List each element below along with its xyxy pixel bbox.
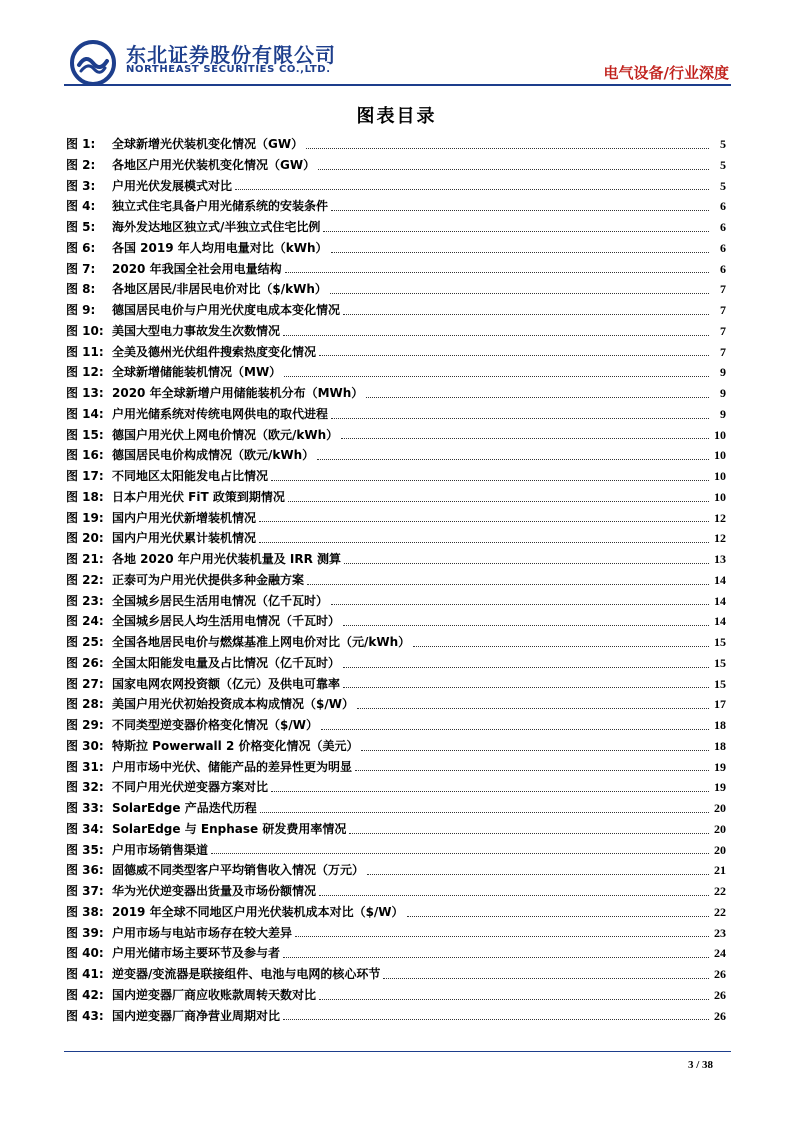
toc-page-number: 12 <box>714 531 726 546</box>
toc-leader-dots <box>211 853 709 854</box>
toc-figure-title: 固德威不同类型客户平均销售收入情况（万元） <box>112 863 365 878</box>
toc-figure-title: 户用市场销售渠道 <box>112 842 209 857</box>
toc-entry[interactable] <box>66 612 726 633</box>
toc-figure-title: 国内户用光伏累计装机情况 <box>112 531 257 546</box>
toc-figure-title: 2020 年全球新增户用储能装机分布（MWh） <box>112 386 364 400</box>
report-section: 电气设备/行业深度 <box>603 64 729 82</box>
toc-entry[interactable] <box>66 301 726 322</box>
toc-page-number: 21 <box>714 863 726 878</box>
toc-figure-label: 图 18: <box>66 489 104 504</box>
toc-figure-label: 图 10: <box>66 323 104 338</box>
toc-figure-title: SolarEdge 与 Enphase 研发费用率情况 <box>112 821 347 836</box>
toc-figure-title: 2020 年我国全社会用电量结构 <box>112 261 282 276</box>
toc-figure-title: 国内户用光伏新增装机情况 <box>112 510 257 525</box>
toc-figure-label: 图 11: <box>66 344 104 359</box>
toc-page-number: 12 <box>714 510 726 525</box>
toc-entry[interactable] <box>66 571 726 592</box>
toc-leader-dots <box>367 874 709 875</box>
toc-figure-label: 图 5: <box>66 220 96 234</box>
toc-leader-dots <box>361 750 709 751</box>
toc-entry[interactable] <box>66 446 726 467</box>
toc-leader-dots <box>259 521 709 522</box>
toc-figure-title: 全国各地居民电价与燃煤基准上网电价对比（元/kWh） <box>112 635 411 649</box>
toc-figure-label: 图 34: <box>66 821 104 836</box>
toc-figure-title: 户用市场中光伏、储能产品的差异性更为明显 <box>112 759 353 774</box>
toc-page-number: 18 <box>714 718 726 732</box>
toc-figure-label: 图 2: <box>66 157 96 172</box>
toc-leader-dots <box>321 729 709 730</box>
toc-leader-dots <box>357 708 709 709</box>
toc-leader-dots <box>366 397 709 398</box>
toc-page-number: 10 <box>714 427 726 442</box>
toc-figure-label: 图 35: <box>66 842 104 857</box>
toc-page-number: 19 <box>714 780 726 795</box>
toc-page-number: 14 <box>714 614 726 629</box>
toc-figure-title: 德国居民电价构成情况（欧元/kWh） <box>112 448 315 463</box>
toc-entry[interactable] <box>66 343 726 364</box>
toc-leader-dots <box>319 355 709 356</box>
toc-leader-dots <box>323 231 709 232</box>
toc-figure-label: 图 8: <box>66 282 96 297</box>
toc-leader-dots <box>283 335 709 336</box>
toc-figure-label: 图 24: <box>66 614 104 629</box>
toc-leader-dots <box>330 293 709 294</box>
toc-entry[interactable] <box>66 135 726 156</box>
toc-entry[interactable] <box>66 903 726 924</box>
toc-leader-dots <box>318 169 709 170</box>
toc-leader-dots <box>343 667 709 668</box>
toc-entry[interactable] <box>66 1007 726 1028</box>
toc-figure-label: 图 13: <box>66 386 104 400</box>
toc-leader-dots <box>260 812 709 813</box>
toc-leader-dots <box>307 584 709 585</box>
toc-figure-title: 特斯拉 Powerwall 2 价格变化情况（美元） <box>112 738 359 753</box>
toc-leader-dots <box>285 272 709 273</box>
toc-figure-label: 图 4: <box>66 199 96 214</box>
toc-entry[interactable] <box>66 799 726 820</box>
toc-page-number: 7 <box>720 303 726 317</box>
toc-entry[interactable] <box>66 363 726 384</box>
toc-entry[interactable] <box>66 841 726 862</box>
toc-figure-title: 德国户用光伏上网电价情况（欧元/kWh） <box>112 427 339 442</box>
toc-figure-label: 图 22: <box>66 572 104 587</box>
toc-figure-label: 图 38: <box>66 904 104 919</box>
toc-figure-title: 全国城乡居民生活用电情况（亿千瓦时） <box>112 593 329 608</box>
toc-entry[interactable] <box>66 529 726 550</box>
toc-figure-title: 逆变器/变流器是联接组件、电池与电网的核心环节 <box>112 967 381 981</box>
toc-figure-title: 华为光伏逆变器出货量及市场份额情况 <box>112 884 317 898</box>
toc-page-number: 6 <box>720 199 726 214</box>
toc-entry[interactable] <box>66 260 726 281</box>
toc-figure-title: 国内逆变器厂商应收账款周转天数对比 <box>112 987 317 1002</box>
toc-page-number: 22 <box>714 904 726 919</box>
toc-page-number: 15 <box>714 655 726 670</box>
toc-entry[interactable] <box>66 384 726 405</box>
toc-figure-title: 2019 年全球不同地区户用光伏装机成本对比（$/W） <box>112 904 404 919</box>
toc-leader-dots <box>331 210 709 211</box>
toc-figure-title: 美国大型电力事故发生次数情况 <box>112 323 281 338</box>
toc-leader-dots <box>413 646 709 647</box>
toc-figure-label: 图 9: <box>66 303 96 317</box>
toc-leader-dots <box>288 501 709 502</box>
toc-page-number: 10 <box>714 489 726 504</box>
toc-entry[interactable] <box>66 177 726 198</box>
toc-entry[interactable] <box>66 488 726 509</box>
toc-entry[interactable] <box>66 675 726 696</box>
header-divider <box>64 84 731 86</box>
toc-figure-label: 图 25: <box>66 635 104 649</box>
toc-page-number: 19 <box>714 759 726 774</box>
toc-entry[interactable] <box>66 280 726 301</box>
toc-figure-label: 图 7: <box>66 261 96 276</box>
company-name-en: NORTHEAST SECURITIES CO.,LTD. <box>126 64 331 75</box>
toc-figure-title: 全球新增储能装机情况（MW） <box>112 365 282 380</box>
toc-figure-title: 美国户用光伏初始投资成本构成情况（$/W） <box>112 697 354 712</box>
toc-leader-dots <box>306 148 709 149</box>
toc-figure-title: 各国 2019 年人均用电量对比（kWh） <box>112 240 328 255</box>
toc-entry[interactable] <box>66 716 726 737</box>
toc-leader-dots <box>407 916 709 917</box>
toc-figure-title: 全国城乡居民人均生活用电情况（千瓦时） <box>112 614 341 629</box>
toc-leader-dots <box>319 895 709 896</box>
toc-page-number: 20 <box>714 821 726 836</box>
toc-figure-title: 户用光伏发展模式对比 <box>112 178 233 193</box>
toc-leader-dots <box>349 833 709 834</box>
toc-figure-title: 全球新增光伏装机变化情况（GW） <box>112 137 304 151</box>
figure-list <box>66 135 726 1027</box>
toc-entry[interactable] <box>66 426 726 447</box>
toc-leader-dots <box>383 978 709 979</box>
toc-page-number: 9 <box>720 365 726 380</box>
toc-leader-dots <box>343 314 709 315</box>
toc-figure-title: 户用光储市场主要环节及参与者 <box>112 946 281 961</box>
toc-page-number: 15 <box>714 676 726 691</box>
toc-figure-label: 图 27: <box>66 676 104 691</box>
toc-figure-label: 图 6: <box>66 240 96 255</box>
toc-page-number: 13 <box>714 552 726 566</box>
toc-figure-label: 图 15: <box>66 427 104 442</box>
company-name-cn: 东北证券股份有限公司 <box>126 43 336 67</box>
toc-figure-title: 国家电网农网投资额（亿元）及供电可靠率 <box>112 676 341 691</box>
toc-figure-title: SolarEdge 产品迭代历程 <box>112 801 257 815</box>
toc-leader-dots <box>271 791 709 792</box>
toc-entry[interactable] <box>66 218 726 239</box>
toc-page-number: 9 <box>720 406 726 421</box>
company-logo-icon <box>70 40 116 86</box>
toc-entry[interactable] <box>66 820 726 841</box>
toc-leader-dots <box>344 563 709 564</box>
toc-entry[interactable] <box>66 197 726 218</box>
toc-figure-label: 图 14: <box>66 406 104 421</box>
toc-leader-dots <box>283 957 709 958</box>
toc-page-number: 6 <box>720 261 726 276</box>
toc-leader-dots <box>259 542 709 543</box>
toc-figure-label: 图 20: <box>66 531 104 546</box>
toc-entry[interactable] <box>66 633 726 654</box>
toc-leader-dots <box>331 418 709 419</box>
toc-entry[interactable] <box>66 654 726 675</box>
toc-figure-title: 全国太阳能发电量及占比情况（亿千瓦时） <box>112 655 341 670</box>
toc-figure-label: 图 17: <box>66 469 104 483</box>
toc-page-number: 20 <box>714 801 726 815</box>
toc-page-number: 20 <box>714 842 726 857</box>
toc-entry[interactable] <box>66 965 726 986</box>
toc-page-number: 6 <box>720 240 726 255</box>
toc-figure-label: 图 39: <box>66 925 104 940</box>
toc-page-number: 7 <box>720 282 726 297</box>
toc-page-number: 24 <box>714 946 726 961</box>
toc-entry[interactable] <box>66 467 726 488</box>
page-number: 3 / 38 <box>687 1059 713 1071</box>
toc-leader-dots <box>343 625 709 626</box>
toc-entry[interactable] <box>66 405 726 426</box>
toc-entry[interactable] <box>66 778 726 799</box>
toc-figure-title: 各地 2020 年户用光伏装机量及 IRR 测算 <box>112 552 342 566</box>
toc-figure-title: 不同户用光伏逆变器方案对比 <box>112 780 269 795</box>
toc-figure-label: 图 40: <box>66 946 104 961</box>
toc-figure-title: 各地区居民/非居民电价对比（$/kWh） <box>112 282 327 297</box>
toc-page-number: 22 <box>714 884 726 898</box>
toc-page-number: 26 <box>714 987 726 1002</box>
toc-figure-label: 图 12: <box>66 365 104 380</box>
toc-leader-dots <box>331 252 709 253</box>
toc-figure-title: 海外发达地区独立式/半独立式住宅比例 <box>112 220 321 234</box>
toc-figure-title: 德国居民电价与户用光伏度电成本变化情况 <box>112 303 341 317</box>
toc-figure-title: 国内逆变器厂商净营业周期对比 <box>112 1008 281 1023</box>
toc-entry[interactable] <box>66 592 726 613</box>
toc-leader-dots <box>271 480 709 481</box>
toc-page-number: 23 <box>714 925 726 940</box>
toc-figure-title: 各地区户用光伏装机变化情况（GW） <box>112 157 316 172</box>
toc-figure-label: 图 42: <box>66 987 104 1002</box>
toc-leader-dots <box>319 999 709 1000</box>
toc-entry[interactable] <box>66 882 726 903</box>
toc-figure-label: 图 29: <box>66 718 104 732</box>
toc-figure-title: 全美及德州光伏组件搜索热度变化情况 <box>112 344 317 359</box>
toc-entry[interactable] <box>66 924 726 945</box>
toc-figure-label: 图 31: <box>66 759 104 774</box>
toc-figure-label: 图 19: <box>66 510 104 525</box>
toc-page-number: 5 <box>720 137 726 151</box>
toc-figure-label: 图 30: <box>66 738 104 753</box>
page-title: 图表目录 <box>356 106 437 127</box>
toc-entry[interactable] <box>66 550 726 571</box>
toc-page-number: 5 <box>720 157 726 172</box>
toc-page-number: 10 <box>714 469 726 483</box>
toc-entry[interactable] <box>66 695 726 716</box>
toc-page-number: 26 <box>714 967 726 981</box>
toc-page-number: 14 <box>714 572 726 587</box>
toc-leader-dots <box>355 770 709 771</box>
toc-page-number: 15 <box>714 635 726 649</box>
toc-entry[interactable] <box>66 944 726 965</box>
toc-figure-title: 不同类型逆变器价格变化情况（$/W） <box>112 718 318 732</box>
toc-page-number: 7 <box>720 344 726 359</box>
toc-figure-label: 图 16: <box>66 448 104 463</box>
toc-figure-label: 图 23: <box>66 593 104 608</box>
toc-leader-dots <box>283 1019 709 1020</box>
toc-figure-title: 正泰可为户用光伏提供多种金融方案 <box>112 572 305 587</box>
toc-figure-label: 图 37: <box>66 884 104 898</box>
toc-entry[interactable] <box>66 156 726 177</box>
toc-figure-label: 图 21: <box>66 552 104 566</box>
toc-figure-label: 图 1: <box>66 137 96 151</box>
toc-page-number: 17 <box>714 697 726 712</box>
toc-page-number: 9 <box>720 386 726 400</box>
toc-figure-label: 图 43: <box>66 1008 104 1023</box>
toc-leader-dots <box>343 687 709 688</box>
toc-leader-dots <box>317 459 709 460</box>
toc-figure-label: 图 26: <box>66 655 104 670</box>
toc-figure-label: 图 36: <box>66 863 104 878</box>
toc-entry[interactable] <box>66 986 726 1007</box>
toc-page-number: 6 <box>720 220 726 234</box>
toc-page-number: 14 <box>714 593 726 608</box>
toc-leader-dots <box>284 376 709 377</box>
toc-leader-dots <box>341 438 709 439</box>
toc-page-number: 10 <box>714 448 726 463</box>
toc-entry[interactable] <box>66 758 726 779</box>
toc-entry[interactable] <box>66 509 726 530</box>
toc-figure-label: 图 41: <box>66 967 104 981</box>
toc-entry[interactable] <box>66 322 726 343</box>
toc-entry[interactable] <box>66 737 726 758</box>
toc-figure-label: 图 28: <box>66 697 104 712</box>
toc-figure-label: 图 32: <box>66 780 104 795</box>
toc-figure-title: 日本户用光伏 FiT 政策到期情况 <box>112 489 285 504</box>
toc-page-number: 26 <box>714 1008 726 1023</box>
toc-figure-title: 不同地区太阳能发电占比情况 <box>112 469 269 483</box>
toc-figure-label: 图 33: <box>66 801 104 815</box>
toc-figure-label: 图 3: <box>66 178 96 193</box>
page-header <box>0 0 793 90</box>
toc-leader-dots <box>331 604 709 605</box>
toc-entry[interactable] <box>66 239 726 260</box>
toc-entry[interactable] <box>66 861 726 882</box>
toc-page-number: 18 <box>714 738 726 753</box>
toc-leader-dots <box>235 189 709 190</box>
toc-page-number: 7 <box>720 323 726 338</box>
toc-leader-dots <box>295 936 709 937</box>
toc-figure-title: 独立式住宅具备户用光储系统的安装条件 <box>112 199 329 214</box>
toc-figure-title: 户用市场与电站市场存在较大差异 <box>112 925 293 940</box>
toc-figure-title: 户用光储系统对传统电网供电的取代进程 <box>112 406 329 421</box>
toc-page-number: 5 <box>720 178 726 193</box>
footer-divider <box>64 1051 731 1052</box>
